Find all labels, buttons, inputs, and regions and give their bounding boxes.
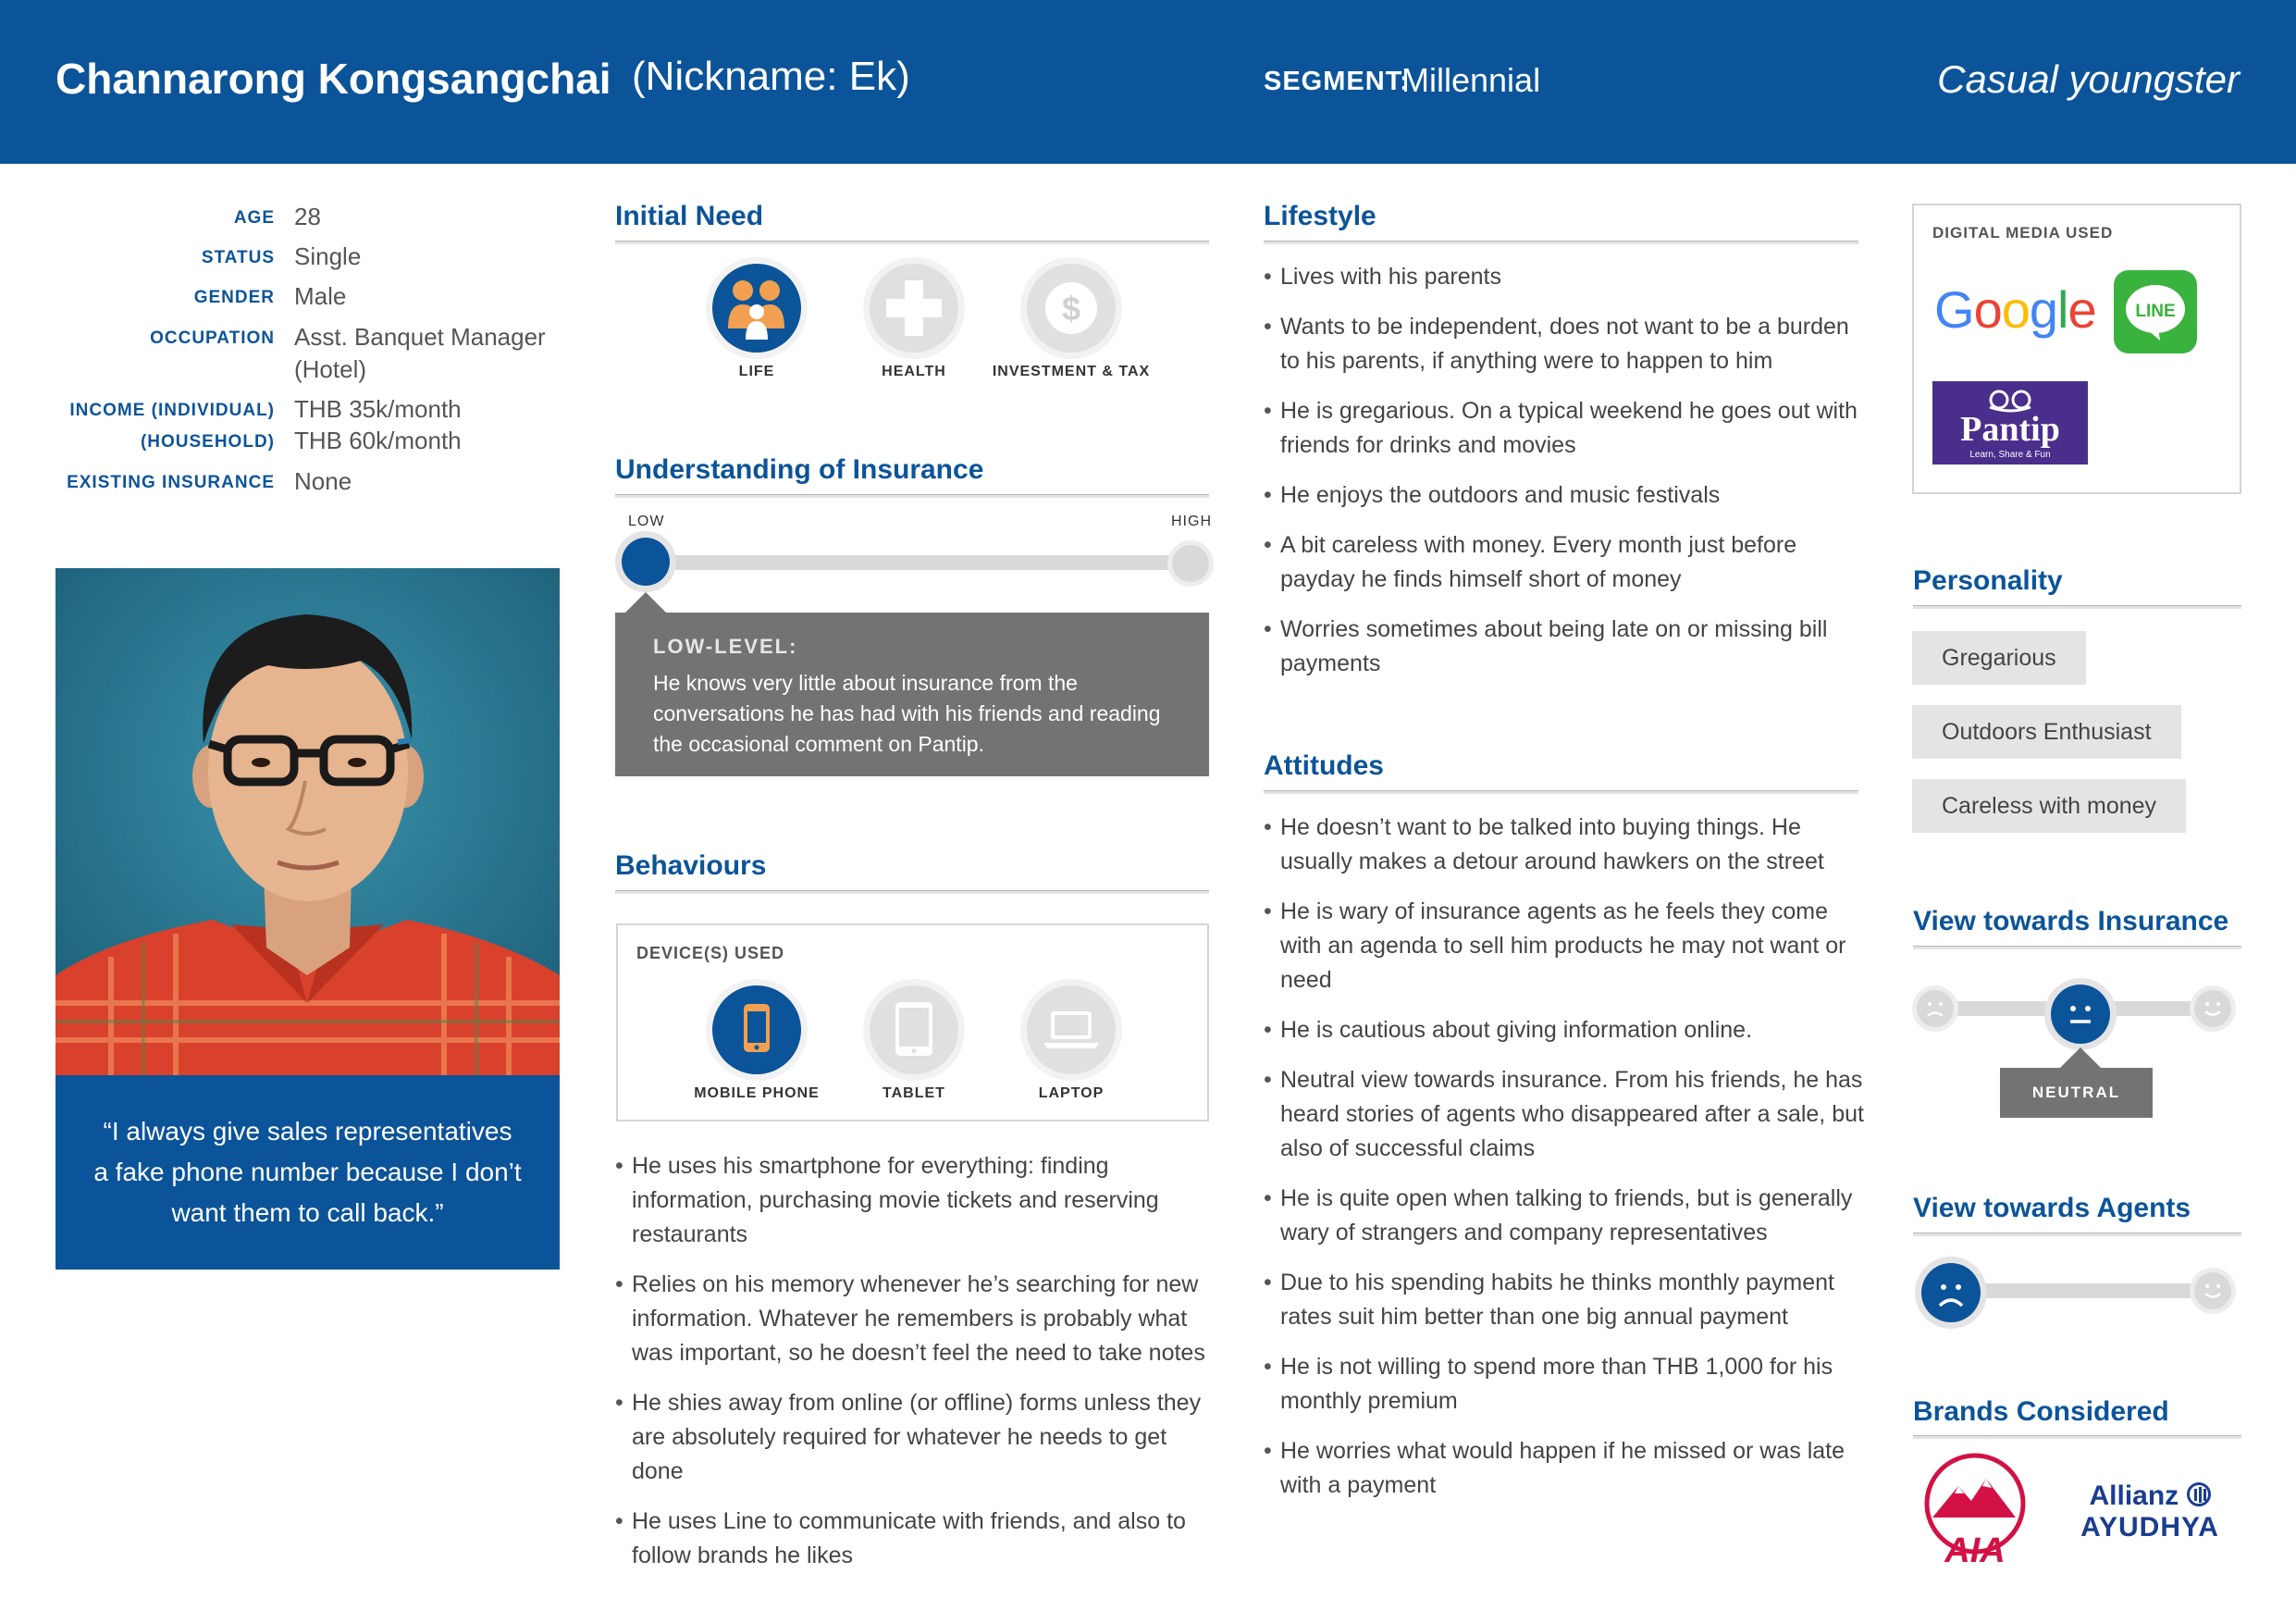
digital-media-title: DIGITAL MEDIA USED <box>1932 224 2114 242</box>
view-agents-divider <box>1913 1233 2241 1236</box>
neutral-pointer <box>2060 1047 2101 1070</box>
age-value: 28 <box>294 203 321 230</box>
attitude-item: • He worries what would happen if he missed or was late with a payment <box>1264 1434 1865 1503</box>
attitudes-divider <box>1264 790 1858 794</box>
behaviours-heading: Behaviours <box>615 850 767 881</box>
status-label: STATUS <box>201 248 275 267</box>
view-insurance-divider <box>1913 946 2241 949</box>
attitude-item: • He is quite open when talking to friends, but is generally wary of strangers and company representatives <box>1264 1182 1865 1250</box>
understanding-high-label: HIGH <box>1171 514 1212 529</box>
occupation-value-2: (Hotel) <box>294 355 367 383</box>
understanding-slider-knob <box>622 538 670 586</box>
understanding-high-endpoint <box>1172 545 1209 582</box>
sad-face-icon <box>1921 1263 1981 1322</box>
device-tablet-label: TABLET <box>883 1085 945 1101</box>
dollar-icon <box>1027 264 1116 353</box>
svg-text:AIA: AIA <box>1944 1531 2006 1570</box>
understanding-pointer <box>625 592 666 614</box>
attitude-item: • He is wary of insurance agents as he feels they come with an agenda to sell him products he may not want or need <box>1264 895 1865 997</box>
behaviour-item: • Relies on his memory whenever he’s searching for new information. Whatever he remembers is probably what was important, so he doesn’t feel the need to take notes <box>615 1268 1216 1370</box>
persona-quote: “I always give sales representatives a fake phone number because I don’t want them to call back.” <box>56 1075 560 1270</box>
tablet-icon <box>870 985 958 1074</box>
income-household-label: (HOUSEHOLD) <box>140 432 275 452</box>
existing-insurance-value: None <box>294 467 352 495</box>
cross-icon <box>870 264 958 353</box>
attitude-item: • He is cautious about giving information online. <box>1264 1013 1865 1047</box>
digital-media-box <box>1912 204 2241 494</box>
understanding-divider <box>615 494 1209 498</box>
happy-face-icon <box>2194 1272 2231 1309</box>
understanding-heading: Understanding of Insurance <box>615 454 984 485</box>
understanding-slider-track <box>638 555 1207 570</box>
attitudes-list <box>1264 811 1865 1518</box>
svg-text:Learn, Share & Fun: Learn, Share & Fun <box>1969 450 2051 460</box>
income-individual-value: THB 35k/month <box>294 395 462 423</box>
lifestyle-heading: Lifestyle <box>1264 201 1376 231</box>
trait-chip: Gregarious <box>1912 631 2086 685</box>
lifestyle-divider <box>1264 241 1858 244</box>
devices-title: DEVICE(S) USED <box>636 944 785 962</box>
income-household-value: THB 60k/month <box>294 427 462 454</box>
understanding-description-box <box>615 613 1209 776</box>
lifestyle-list <box>1264 260 1865 697</box>
income-individual-label: INCOME (INDIVIDUAL) <box>69 401 275 420</box>
view-insurance-heading: View towards Insurance <box>1913 906 2229 936</box>
brands-divider <box>1913 1435 2241 1439</box>
view-insurance-label: NEUTRAL <box>2000 1068 2153 1118</box>
attitude-item: • He doesn’t want to be talked into buying things. He usually makes a detour around hawkers on the street <box>1264 811 1865 879</box>
view-agents-heading: View towards Agents <box>1913 1193 2191 1223</box>
lifestyle-item: • Wants to be independent, does not want to be a burden to his parents, if anything were to happen to him <box>1264 310 1865 378</box>
attitude-item: • Due to his spending habits he thinks monthly payment rates suit him better than one big annual payment <box>1264 1266 1865 1334</box>
need-investment-label: INVESTMENT & TAX <box>992 364 1151 379</box>
initial-need-heading: Initial Need <box>615 201 764 231</box>
happy-face-icon <box>2194 990 2231 1027</box>
laptop-icon <box>1027 985 1116 1074</box>
attitudes-heading: Attitudes <box>1264 750 1384 781</box>
line-logo <box>2114 270 2197 353</box>
understanding-low-label: LOW <box>628 514 665 529</box>
initial-need-divider <box>615 241 1209 244</box>
brands-heading: Brands Considered <box>1913 1396 2169 1427</box>
device-laptop-label: LAPTOP <box>1038 1085 1105 1101</box>
personality-divider <box>1913 605 2241 609</box>
segment-label: SEGMENT: <box>1264 67 1410 96</box>
segment-value: Millennial <box>1401 61 1541 99</box>
google-logo: Google <box>1934 280 2096 339</box>
gender-label: GENDER <box>193 288 275 307</box>
behaviour-item: • He shies away from online (or offline) forms unless they are absolutely required for whatever he needs to get done <box>615 1386 1216 1489</box>
behaviour-item: • He uses his smartphone for everything: finding information, purchasing movie tickets and reserving restaurants <box>615 1149 1216 1252</box>
device-mobile-label: MOBILE PHONE <box>694 1085 820 1101</box>
family-icon <box>712 264 801 353</box>
lifestyle-item: • A bit careless with money. Every month just before payday he finds himself short of money <box>1264 528 1865 597</box>
trait-chip: Careless with money <box>1912 779 2186 833</box>
trait-chip: Outdoors Enthusiast <box>1912 705 2181 759</box>
persona-nickname: (Nickname: Ek) <box>632 54 910 99</box>
persona-photo <box>56 568 560 1075</box>
svg-text:Pantip: Pantip <box>1960 410 2060 449</box>
mobile-phone-icon <box>712 985 801 1074</box>
aia-logo <box>1920 1453 2031 1573</box>
sad-face-icon <box>1917 990 1954 1027</box>
attitude-item: • Neutral view towards insurance. From his friends, he has heard stories of agents who disappeared after a sale, but also of successful claims <box>1264 1063 1865 1166</box>
occupation-label: OCCUPATION <box>150 328 275 348</box>
allianz-ayudhya-logo: Allianz AYUDHYA <box>2080 1481 2219 1542</box>
header-bar <box>0 0 2296 164</box>
svg-text:LINE: LINE <box>2135 302 2176 321</box>
lifestyle-item: • He enjoys the outdoors and music festivals <box>1264 478 1865 513</box>
status-value: Single <box>294 242 362 270</box>
occupation-value: Asst. Banquet Manager <box>294 323 546 351</box>
need-life-label: LIFE <box>738 364 775 379</box>
understanding-box-text: He knows very little about insurance from the conversations he has had with his friends and reading the occasional comment on Pantip. <box>653 671 1161 756</box>
behaviours-divider <box>615 890 1209 894</box>
understanding-box-title: LOW-LEVEL: <box>653 635 798 658</box>
lifestyle-item: • He is gregarious. On a typical weekend he goes out with friends for drinks and movies <box>1264 394 1865 463</box>
persona-name: Channarong Kongsangchai <box>56 55 611 103</box>
persona-tagline: Casual youngster <box>1937 57 2240 101</box>
existing-insurance-label: EXISTING INSURANCE <box>67 473 275 492</box>
personality-heading: Personality <box>1913 565 2063 596</box>
attitude-item: • He is not willing to spend more than THB 1,000 for his monthly premium <box>1264 1350 1865 1419</box>
gender-value: Male <box>294 282 347 310</box>
behaviours-list <box>615 1149 1216 1589</box>
age-label: AGE <box>233 208 275 228</box>
lifestyle-item: • Lives with his parents <box>1264 260 1865 294</box>
neutral-face-icon <box>2051 985 2110 1044</box>
need-health-label: HEALTH <box>882 364 946 379</box>
behaviour-item: • He uses Line to communicate with friends, and also to follow brands he likes <box>615 1505 1216 1573</box>
svg-text:$: $ <box>1061 290 1081 328</box>
lifestyle-item: • Worries sometimes about being late on or missing bill payments <box>1264 613 1865 681</box>
pantip-logo <box>1932 381 2088 465</box>
